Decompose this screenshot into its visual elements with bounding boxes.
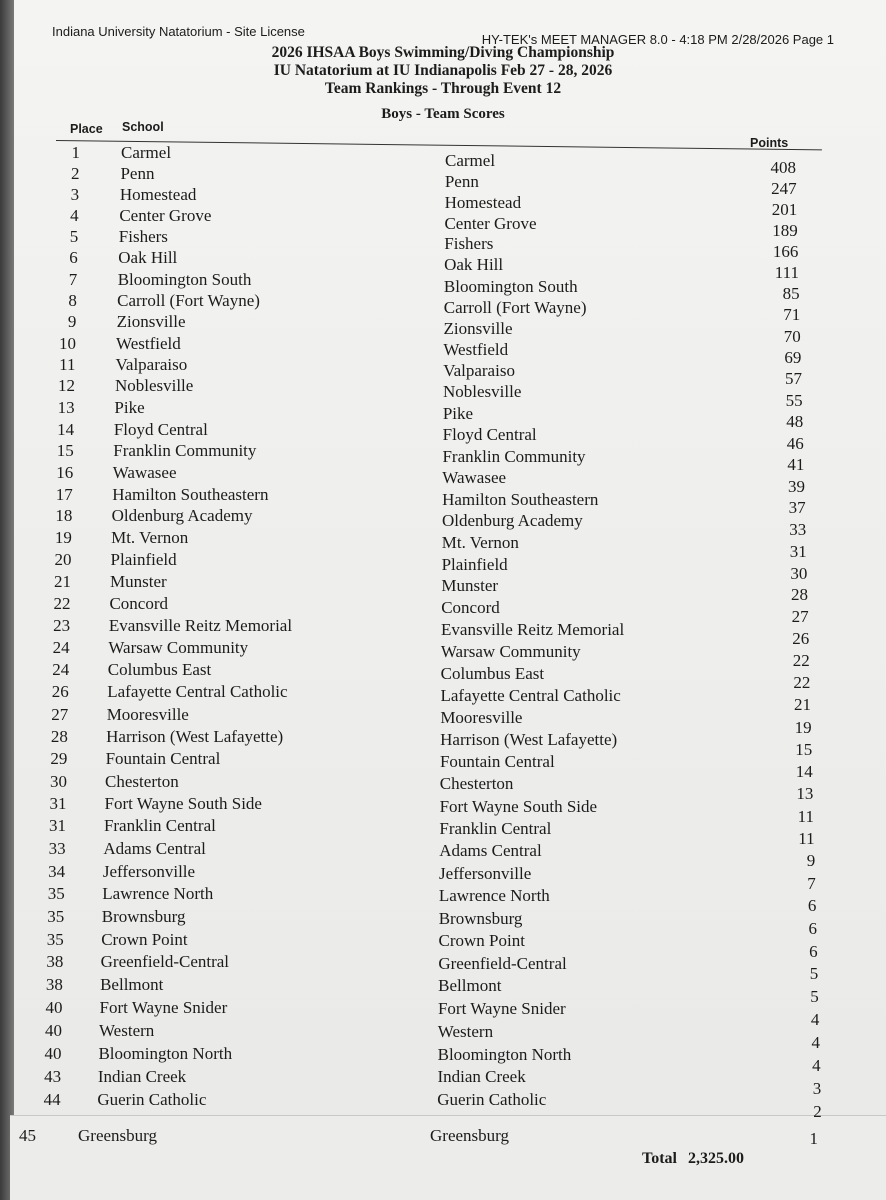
team-cell: Wawasee [442,468,507,488]
points-cell: 57 [785,369,802,389]
school-cell: Mooresville [106,704,189,724]
column-header-school: School [122,120,164,134]
place-cell: 33 [48,839,66,858]
team-cell: Pike [442,403,474,423]
points-cell: 111 [774,262,799,282]
place-cell: 15 [56,441,74,461]
place-cell: 13 [57,398,75,417]
place-cell: 5 [69,227,79,247]
points-cell: 247 [771,178,797,198]
place-cell: 43 [44,1067,62,1086]
points-cell: 26 [792,629,810,649]
points-cell: 19 [794,717,812,737]
school-cell: Valparaiso [115,355,188,374]
school-cell: Harrison (West Lafayette) [106,726,284,746]
school-cell: Wawasee [112,462,177,482]
place-cell: 24 [52,638,70,658]
place-cell: 38 [45,975,63,995]
points-cell: 11 [797,806,814,826]
school-cell: Fort Wayne Snider [99,998,228,1018]
team-cell: Hamilton Southeastern [442,489,599,509]
school-cell: Mt. Vernon [111,528,189,548]
place-cell: 8 [68,290,77,310]
points-cell: 48 [786,412,804,432]
place-cell: 35 [46,929,64,949]
place-cell: 16 [56,462,74,482]
meet-title: 2026 IHSAA Boys Swimming/Diving Championship [271,44,615,61]
venue-title: IU Natatorium at IU Indianapolis Feb 27 - 28, 2026 [273,62,613,79]
page-fold-line [10,1115,886,1116]
school-cell: Hamilton Southeastern [112,484,269,504]
team-cell: Center Grove [444,213,537,233]
school-cell: Floyd Central [113,419,208,439]
points-cell: 55 [785,390,803,410]
table-row [0,929,886,961]
points-cell: 41 [787,455,805,475]
team-cell: Mooresville [440,707,523,727]
team-cell: Lawrence North [438,886,550,906]
school-cell: Westfield [116,333,181,353]
place-cell: 20 [54,550,72,570]
team-cell: Bellmont [438,976,502,996]
team-cell: Oak Hill [444,255,504,275]
school-cell: Munster [110,572,167,591]
team-cell: Greensburg [430,1126,509,1145]
team-cell: Plainfield [441,554,508,574]
school-cell: Plainfield [110,550,177,570]
points-cell: 30 [790,563,808,583]
points-cell: 13 [796,784,814,804]
points-cell: 28 [791,585,808,605]
points-cell: 5 [810,987,819,1007]
points-cell: 14 [795,761,813,781]
team-cell: Valparaiso [443,361,515,381]
points-cell: 3 [812,1078,822,1098]
team-cell: Penn [444,171,479,191]
place-cell: 34 [48,861,66,881]
points-cell: 6 [809,941,818,961]
place-cell: 9 [67,312,77,332]
points-cell: 39 [788,476,805,496]
points-cell: 5 [809,964,819,984]
points-cell: 1 [809,1129,818,1148]
points-cell: 166 [772,241,799,261]
team-cell: Brownsburg [438,908,523,928]
place-cell: 35 [47,906,65,926]
place-cell: 38 [46,952,64,972]
points-cell: 22 [792,651,810,671]
school-cell: Zionsville [116,312,186,332]
school-cell: Evansville Reitz Memorial [108,616,293,635]
table-row [0,1126,886,1146]
school-cell: Brownsburg [101,906,186,926]
place-cell: 31 [49,816,67,836]
place-cell: 22 [53,593,71,613]
place-cell: 10 [58,333,76,353]
school-cell: Greenfield-Central [100,952,230,972]
points-cell: 37 [788,498,806,518]
table-row [0,816,886,848]
place-cell: 35 [47,884,65,904]
school-cell: Center Grove [119,206,212,226]
report-title: Team Rankings - Through Event 12 [324,80,562,97]
column-header-place: Place [70,122,103,136]
team-cell: Harrison (West Lafayette) [440,730,618,749]
team-cell: Zionsville [443,318,513,338]
team-cell: Franklin Community [442,446,586,466]
points-cell: 4 [811,1032,820,1052]
table-row [0,1043,886,1075]
team-cell: Western [437,1021,494,1041]
team-cell: Bloomington South [443,276,578,296]
school-cell: Bloomington South [117,269,252,289]
school-cell: Greensburg [78,1126,157,1145]
school-cell: Crown Point [101,929,188,949]
school-cell: Noblesville [114,376,194,396]
school-cell: Penn [120,163,155,183]
place-cell: 31 [49,794,67,813]
school-cell: Bloomington North [98,1043,233,1063]
points-cell: 9 [806,851,816,871]
points-cell: 189 [772,220,798,240]
team-cell: Warsaw Community [440,641,581,661]
school-cell: Columbus East [107,660,212,680]
place-cell: 17 [55,484,73,504]
team-cell: Chesterton [439,774,514,794]
place-cell: 2 [71,163,80,183]
team-cell: Fountain Central [439,752,555,772]
points-cell: 2 [813,1101,822,1121]
place-cell: 30 [49,771,67,791]
points-cell: 4 [810,1009,820,1029]
team-cell: Concord [441,598,500,618]
place-cell: 24 [52,660,70,680]
team-cell: Fort Wayne South Side [439,796,598,816]
table-row [0,1021,886,1052]
place-cell: 3 [70,185,80,204]
points-cell: 21 [794,695,811,715]
school-cell: Lawrence North [102,884,214,904]
points-cell: 71 [783,305,801,325]
team-cell: Homestead [444,192,522,212]
place-cell: 44 [43,1090,61,1110]
team-cell: Munster [441,576,499,596]
table-row [0,975,886,1007]
team-cell: Adams Central [439,841,542,861]
points-cell: 69 [784,347,802,367]
team-cell: Westfield [443,339,509,359]
school-cell: Carmel [121,143,172,162]
place-cell: 14 [57,419,75,439]
place-cell: 26 [51,682,69,702]
place-cell: 23 [53,616,71,635]
place-cell: 4 [70,206,79,226]
school-cell: Adams Central [103,839,206,858]
points-cell: 6 [807,896,817,916]
points-cell: 4 [812,1055,821,1075]
team-cell: Carroll (Fort Wayne) [443,297,587,317]
school-cell: Chesterton [105,771,179,791]
team-cell: Jeffersonville [439,863,532,883]
school-cell: Bellmont [100,975,164,995]
place-cell: 12 [58,376,76,396]
team-cell: Carmel [445,151,496,170]
place-cell: 27 [51,704,69,724]
table-row [0,952,886,984]
school-cell: Carroll (Fort Wayne) [117,290,260,310]
points-cell: 15 [795,739,813,759]
points-cell: 22 [793,673,811,693]
team-cell: Indian Creek [437,1067,526,1087]
points-cell: 408 [770,158,796,177]
team-cell: Bloomington North [437,1044,572,1064]
points-cell: 7 [807,873,816,893]
school-cell: Franklin Central [103,816,216,836]
place-cell: 40 [45,998,63,1018]
table-row [0,861,886,893]
school-cell: Western [99,1021,155,1040]
points-cell: 46 [786,433,804,453]
place-cell: 40 [45,1021,62,1040]
place-cell: 7 [68,269,78,289]
school-cell: Fountain Central [105,749,221,769]
software-text: HY-TEK's MEET MANAGER 8.0 - 4:18 PM 2/28/2026 Page 1 [481,32,834,47]
school-cell: Warsaw Community [108,638,249,658]
team-cell: Lafayette Central Catholic [440,685,621,705]
place-cell: 11 [59,355,76,374]
total-label: Total [642,1150,677,1167]
school-cell: Oak Hill [118,248,178,268]
points-cell: 27 [791,607,809,627]
team-cell: Noblesville [443,382,522,402]
team-cell: Fishers [444,234,494,254]
school-cell: Fishers [118,227,168,247]
school-cell: Guerin Catholic [97,1090,207,1110]
points-cell: 31 [789,541,807,561]
team-cell: Mt. Vernon [441,532,519,552]
place-cell: 19 [54,528,72,548]
team-cell: Guerin Catholic [437,1090,547,1110]
school-cell: Franklin Community [113,441,257,461]
place-cell: 21 [54,572,71,591]
place-cell: 18 [55,506,73,526]
team-cell: Columbus East [440,663,545,683]
points-cell: 6 [808,919,817,939]
place-cell: 6 [69,248,78,268]
team-cell: Franklin Central [439,818,552,838]
team-cell: Fort Wayne Snider [437,999,566,1019]
team-cell: Greenfield-Central [438,953,567,973]
place-cell: 45 [19,1126,36,1145]
points-cell: 70 [783,326,801,346]
license-text: Indiana University Natatorium - Site License [52,24,305,39]
team-cell: Crown Point [438,931,525,951]
team-cell: Oldenburg Academy [441,511,583,531]
table-row [0,998,886,1029]
school-cell: Oldenburg Academy [111,506,253,526]
team-cell: Evansville Reitz Memorial [441,620,625,640]
table-row [0,1090,886,1121]
points-cell: 33 [789,520,807,539]
column-header-points: Points [750,136,789,150]
school-cell: Fort Wayne South Side [104,794,262,813]
school-cell: Pike [114,398,145,417]
points-cell: 85 [782,284,800,304]
place-cell: 28 [50,726,68,746]
table-row [0,1067,886,1098]
points-cell: 11 [798,828,815,848]
place-cell: 1 [71,143,80,162]
points-cell: 201 [771,199,798,219]
team-cell: Floyd Central [442,425,537,445]
school-cell: Homestead [119,185,197,204]
school-cell: Indian Creek [97,1067,187,1086]
report-subtitle: Boys - Team Scores [381,106,505,122]
place-cell: 29 [50,749,68,769]
school-cell: Lafayette Central Catholic [107,682,288,702]
total-value: 2,325.00 [688,1150,744,1167]
school-cell: Concord [109,593,168,613]
school-cell: Jeffersonville [102,861,196,881]
place-cell: 40 [44,1043,62,1063]
